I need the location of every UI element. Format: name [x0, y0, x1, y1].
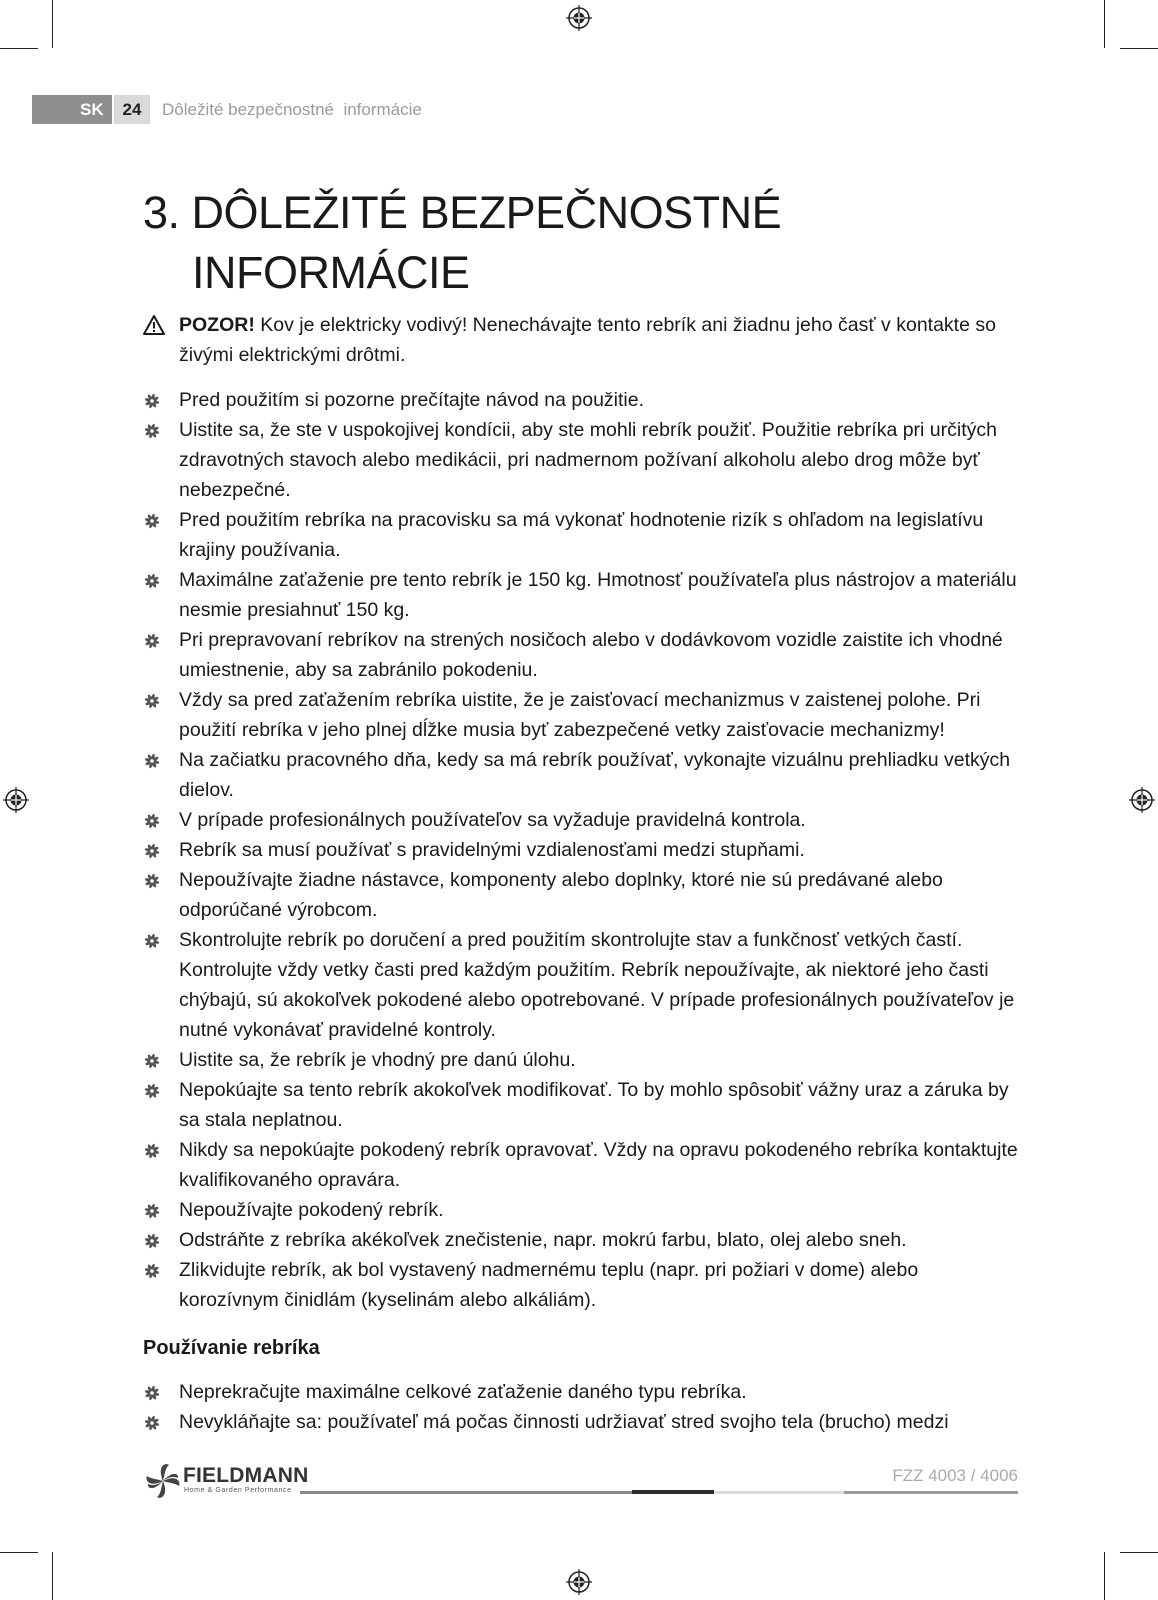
- section-heading: Používanie rebríka: [143, 1337, 320, 1359]
- flower-bullet-icon: [144, 1053, 160, 1069]
- flower-bullet-icon: [144, 933, 160, 949]
- list-item-text: Uistite sa, že rebrík je vhodný pre danú úlohu.: [179, 1049, 576, 1071]
- page-title-line2: INFORMÁCIE: [192, 247, 470, 298]
- crop-mark: [52, 0, 53, 48]
- list-item-text: Odstráňte z rebríka akékoľvek znečistenie, napr. mokrú farbu, blato, olej alebo sneh.: [179, 1229, 907, 1251]
- flower-bullet-icon: [144, 1415, 160, 1431]
- registration-mark-icon: [566, 5, 592, 31]
- list-item-text: Nikdy sa nepokúajte pokodený rebrík opravovať. Vždy na opravu pokodeného rebríka kontaktujte kvalifikovaného opravára.: [179, 1139, 1018, 1191]
- flower-bullet-icon: [144, 753, 160, 769]
- list-item: [143, 1045, 1023, 1075]
- page-number: 24: [114, 95, 150, 124]
- crop-mark: [0, 1552, 38, 1553]
- crop-mark: [52, 1552, 53, 1600]
- list-item: [143, 1377, 1023, 1407]
- flower-bullet-icon: [144, 633, 160, 649]
- list-item: [143, 805, 1023, 835]
- list-item-text: Skontrolujte rebrík po doručení a pred použitím skontrolujte stav a funkčnosť vetkých častí. Kontrolujte vždy vetky časti pred každým použitím. Rebrík nepoužívajte, ak niektoré jeho časti chýbajú, sú akokoľvek pokodené alebo opotrebované. V prípade profesionálnych používateľov je nutné vykonávať pravidelné kontroly.: [179, 929, 1015, 1041]
- footer-rule: [714, 1491, 844, 1494]
- flower-bullet-icon: [144, 1083, 160, 1099]
- warning-label: POZOR!: [179, 314, 255, 336]
- list-item: [143, 1075, 1023, 1135]
- warning-notice: [143, 310, 1023, 370]
- flower-bullet-icon: [144, 1203, 160, 1219]
- list-item: [143, 1135, 1023, 1195]
- flower-bullet-icon: [144, 1263, 160, 1279]
- list-item-text: Maximálne zaťaženie pre tento rebrík je 150 kg. Hmotnosť používateľa plus nástrojov a materiálu nesmie presiahnuť 150 kg.: [179, 569, 1017, 621]
- list-item: [143, 625, 1023, 685]
- crop-mark: [1104, 0, 1105, 48]
- page-title: [143, 183, 781, 303]
- list-item-text: Nepoužívajte žiadne nástavce, komponenty alebo doplnky, ktoré nie sú predávané alebo odporúčané výrobcom.: [179, 869, 943, 921]
- list-item: [143, 385, 1023, 415]
- brand-name: FIELDMANN: [183, 1464, 309, 1487]
- list-item-text: Pred použitím rebríka na pracovisku sa má vykonať hodnotenie rizík s ohľadom na legislatívu krajiny používania.: [179, 509, 984, 561]
- flower-bullet-icon: [144, 423, 160, 439]
- list-item-text: Na začiatku pracovného dňa, kedy sa má rebrík používať, vykonajte vizuálnu prehliadku vetkých dielov.: [179, 749, 1011, 801]
- list-item: [143, 1407, 1023, 1437]
- list-item-text: Nevykláňajte sa: používateľ má počas činnosti udržiavať stred svojho tela (brucho) medzi: [179, 1411, 949, 1433]
- list-item: [143, 1255, 1023, 1315]
- flower-bullet-icon: [144, 873, 160, 889]
- warning-text: Kov je elektricky vodivý! Nenechávajte tento rebrík ani žiadnu jeho časť v kontakte so živými elektrickými drôtmi.: [179, 314, 996, 366]
- list-item-text: Vždy sa pred zaťažením rebríka uistite, že je zaisťovací mechanizmus v zaistenej polohe. Pri použití rebríka v jeho plnej dĺžke musia byť zabezpečené vetky zaisťovacie mechanizmy!: [179, 689, 981, 741]
- list-item: [143, 835, 1023, 865]
- crop-mark: [0, 48, 38, 49]
- footer-rule: [300, 1491, 632, 1494]
- crop-mark: [1104, 1552, 1105, 1600]
- page-title-line1: 3. DÔLEŽITÉ BEZPEČNOSTNÉ: [143, 187, 782, 238]
- flower-bullet-icon: [144, 393, 160, 409]
- list-item: [143, 745, 1023, 805]
- list-item: [143, 505, 1023, 565]
- warning-triangle-icon: [143, 315, 165, 335]
- list-item-text: Pri prepravovaní rebríkov na strených nosičoch alebo v dodávkovom vozidle zaistite ich vhodné umiestnenie, aby sa zabránilo pokodeniu.: [179, 629, 1003, 681]
- list-item: [143, 565, 1023, 625]
- list-item: [143, 415, 1023, 505]
- list-item: [143, 925, 1023, 1045]
- crop-mark: [1120, 1552, 1158, 1553]
- usage-list: [143, 1377, 1023, 1437]
- flower-bullet-icon: [144, 1233, 160, 1249]
- flower-bullet-icon: [144, 693, 160, 709]
- flower-bullet-icon: [144, 843, 160, 859]
- running-title: Dôležité bezpečnostné informácie: [162, 100, 422, 119]
- model-number: FZZ 4003 / 4006: [892, 1466, 1018, 1485]
- list-item-text: Uistite sa, že ste v uspokojivej kondícii, aby ste mohli rebrík použiť. Použitie rebríka pri určitých zdravotných stavoch alebo medikácii, pri nadmernom požívaní alkoholu alebo drog môže byť nebezpečné.: [179, 419, 997, 501]
- registration-mark-icon: [566, 1569, 592, 1595]
- flower-bullet-icon: [144, 573, 160, 589]
- flower-bullet-icon: [144, 1385, 160, 1401]
- list-item-text: Zlikvidujte rebrík, ak bol vystavený nadmernému teplu (napr. pri požiari v dome) alebo korozívnym činidlám (kyselinám alebo alkáliám).: [179, 1259, 919, 1311]
- footer-rule: [632, 1490, 714, 1494]
- fieldmann-logo-icon: [143, 1462, 183, 1500]
- flower-bullet-icon: [144, 513, 160, 529]
- registration-mark-icon: [1129, 787, 1155, 813]
- list-item-text: Pred použitím si pozorne prečítajte návod na použitie.: [179, 389, 645, 411]
- registration-mark-icon: [3, 787, 29, 813]
- flower-bullet-icon: [144, 813, 160, 829]
- footer-rule: [844, 1491, 1018, 1494]
- crop-mark: [1120, 48, 1158, 49]
- list-item: [143, 1195, 1023, 1225]
- list-item-text: Nepokúajte sa tento rebrík akokoľvek modifikovať. To by mohlo spôsobiť vážny uraz a záruka by sa stala neplatnou.: [179, 1079, 1009, 1131]
- brand-tagline: Home & Garden Performance: [184, 1487, 292, 1494]
- language-code: SK: [80, 100, 104, 119]
- list-item: [143, 865, 1023, 925]
- list-item: [143, 1225, 1023, 1255]
- list-item-text: Rebrík sa musí používať s pravidelnými vzdialenosťami medzi stupňami.: [179, 839, 805, 861]
- list-item: [143, 685, 1023, 745]
- list-item-text: Neprekračujte maximálne celkové zaťaženie daného typu rebríka.: [179, 1381, 747, 1403]
- list-item-text: V prípade profesionálnych používateľov sa vyžaduje pravidelná kontrola.: [179, 809, 806, 831]
- flower-bullet-icon: [144, 1143, 160, 1159]
- safety-list: [143, 385, 1023, 1315]
- list-item-text: Nepoužívajte pokodený rebrík.: [179, 1199, 444, 1221]
